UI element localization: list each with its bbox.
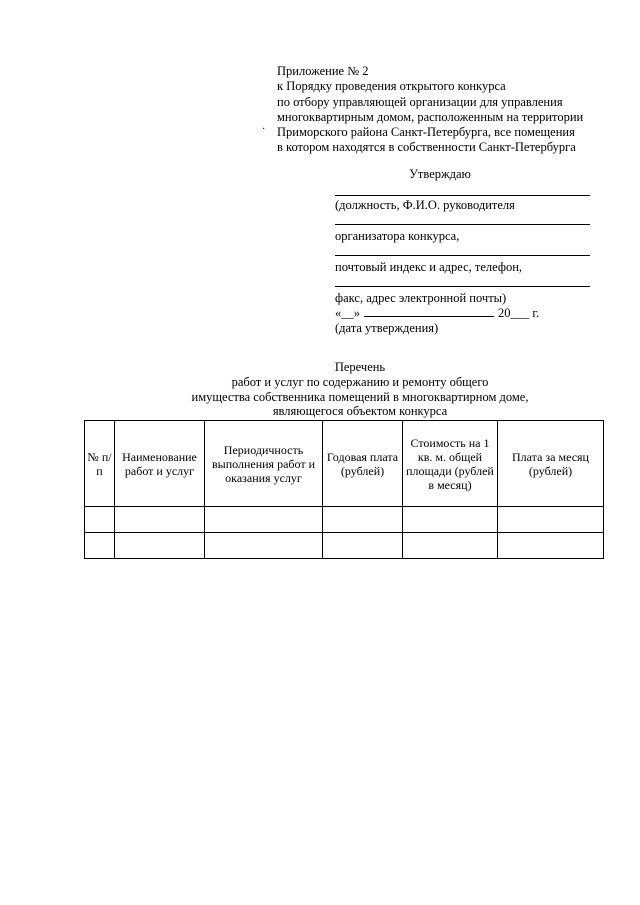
approval-title: Утверждаю [409,167,471,181]
header-line: Приморского района Санкт-Петербурга, все помещения [277,125,575,140]
approval-date-row [335,306,590,321]
approval-field-address: почтовый индекс и адрес, телефон, [335,260,523,274]
list-title [80,360,640,419]
table-row [85,533,604,559]
list-title-line: являющегося объектом конкурса [272,404,448,419]
table-cell [205,507,323,533]
table-cell [115,533,205,559]
signature-line [335,194,590,196]
approval-block [335,167,590,336]
approval-field-contacts: факс, адрес электронной почты) [335,291,507,305]
signature-line [335,254,590,256]
col-header-cost-per-sqm: Стоимость на 1 кв. м. общей площади (рублей в месяц) [403,421,498,507]
date-month-blank [364,316,494,317]
table-cell [498,507,604,533]
signature-line [335,285,590,287]
table-header-row [85,421,604,507]
list-title-line: работ и услуг по содержанию и ремонту общего [231,374,489,389]
table-cell [498,533,604,559]
date-day: «__» [335,306,360,320]
table-cell [403,507,498,533]
list-title-line: Перечень [334,360,386,374]
approval-field-organizer: организатора конкурса, [335,229,460,243]
table-cell [85,507,115,533]
header-line: в котором находятся в собственности Санкт-Петербурга [277,140,576,155]
header-line: Приложение № 2 [277,64,369,78]
col-header-name: Наименование работ и услуг [115,421,205,507]
date-caption: (дата утверждения) [335,321,439,335]
works-table [84,420,604,559]
col-header-number: № п/п [85,421,115,507]
date-year: 20___ г. [498,306,540,320]
table-cell [205,533,323,559]
table-cell [323,533,403,559]
col-header-annual-fee: Годовая плата (рублей) [323,421,403,507]
header-line: многоквартирным домом, расположенным на территории [277,109,584,124]
signature-line [335,223,590,225]
appendix-header [277,64,617,156]
table-cell [403,533,498,559]
table-cell [323,507,403,533]
header-line: к Порядку проведения открытого конкурса [277,79,506,94]
approval-field-position: (должность, Ф.И.О. руководителя [335,198,515,212]
table-row [85,507,604,533]
col-header-monthly-fee: Плата за месяц (рублей) [498,421,604,507]
margin-mark: · [262,124,266,135]
table-cell [85,533,115,559]
col-header-frequency: Периодичность выполнения работ и оказания услуг [205,421,323,507]
header-line: по отбору управляющей организации для управления [277,94,563,109]
table-cell [115,507,205,533]
list-title-line: имущества собственника помещений в многоквартирном доме, [191,389,529,404]
